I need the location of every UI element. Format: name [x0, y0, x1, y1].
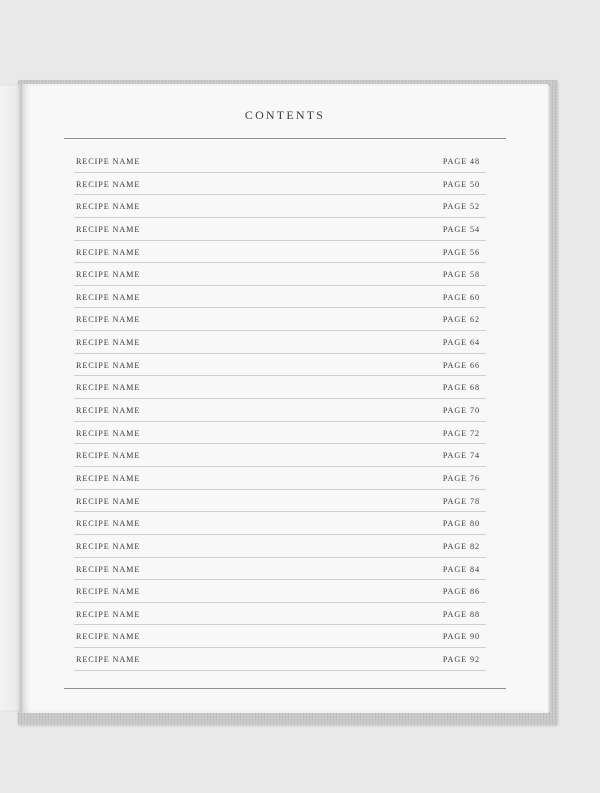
recipe-name: RECIPE NAME	[76, 541, 141, 551]
contents-entry	[74, 263, 486, 286]
contents-entry	[74, 490, 486, 513]
page-number: PAGE 80	[442, 519, 480, 529]
recipe-name: RECIPE NAME	[76, 270, 141, 280]
page-number: PAGE 66	[442, 360, 480, 370]
page-number: PAGE 74	[442, 451, 480, 461]
contents-entry	[74, 399, 486, 422]
recipe-name: RECIPE NAME	[76, 247, 141, 257]
page-number: PAGE 82	[442, 541, 480, 551]
recipe-name: RECIPE NAME	[76, 383, 141, 393]
page-number: PAGE 48	[442, 157, 480, 166]
recipe-name: RECIPE NAME	[76, 519, 141, 529]
bottom-rule	[64, 688, 506, 689]
contents-entry	[74, 354, 486, 377]
contents-entry	[74, 648, 486, 671]
contents-entry	[74, 467, 486, 490]
contents-entry	[74, 535, 486, 558]
contents-entry	[74, 308, 486, 331]
contents-entry	[74, 376, 486, 399]
contents-entry	[74, 444, 486, 467]
recipe-name: RECIPE NAME	[76, 157, 141, 166]
page-number: PAGE 52	[442, 202, 480, 212]
contents-entry	[74, 286, 486, 309]
contents-entry	[74, 625, 486, 648]
contents-list	[74, 150, 486, 671]
page-number: PAGE 68	[442, 383, 480, 393]
contents-entry	[74, 603, 486, 626]
recipe-name: RECIPE NAME	[76, 202, 141, 212]
contents-title: CONTENTS	[244, 108, 326, 122]
recipe-name: RECIPE NAME	[76, 496, 141, 506]
contents-entry	[74, 218, 486, 241]
recipe-name: RECIPE NAME	[76, 179, 141, 189]
page-number: PAGE 90	[442, 632, 480, 642]
recipe-name: RECIPE NAME	[76, 428, 141, 438]
page-number: PAGE 92	[442, 655, 480, 665]
recipe-name: RECIPE NAME	[76, 609, 141, 619]
contents-entry	[74, 558, 486, 581]
page-number: PAGE 56	[442, 247, 480, 257]
contents-entry	[74, 150, 486, 173]
contents-entry	[74, 331, 486, 354]
contents-entry	[74, 422, 486, 445]
page-number: PAGE 58	[442, 270, 480, 280]
page-number: PAGE 78	[442, 496, 480, 506]
page-number: PAGE 84	[442, 564, 480, 574]
page-number: PAGE 54	[442, 224, 480, 234]
recipe-name: RECIPE NAME	[76, 406, 141, 416]
recipe-name: RECIPE NAME	[76, 587, 141, 597]
page-number: PAGE 60	[442, 292, 480, 302]
recipe-name: RECIPE NAME	[76, 315, 141, 325]
page-number: PAGE 88	[442, 609, 480, 619]
recipe-name: RECIPE NAME	[76, 360, 141, 370]
page-number: PAGE 72	[442, 428, 480, 438]
recipe-name: RECIPE NAME	[76, 451, 141, 461]
contents-entry	[74, 195, 486, 218]
contents-entry	[74, 512, 486, 535]
page-number: PAGE 64	[442, 338, 480, 348]
page-number: PAGE 70	[442, 406, 480, 416]
recipe-name: RECIPE NAME	[76, 338, 141, 348]
recipe-name: RECIPE NAME	[76, 473, 141, 483]
recipe-name: RECIPE NAME	[76, 292, 141, 302]
page-number: PAGE 50	[442, 179, 480, 189]
top-rule	[64, 138, 506, 139]
contents-page	[22, 84, 548, 713]
contents-entry	[74, 241, 486, 264]
left-page	[0, 84, 22, 712]
recipe-name: RECIPE NAME	[76, 564, 141, 574]
contents-entry	[74, 173, 486, 196]
recipe-name: RECIPE NAME	[76, 632, 141, 642]
contents-entry	[74, 580, 486, 603]
page-number: PAGE 62	[442, 315, 480, 325]
recipe-name: RECIPE NAME	[76, 655, 141, 665]
recipe-name: RECIPE NAME	[76, 224, 141, 234]
page-number: PAGE 86	[442, 587, 480, 597]
page-number: PAGE 76	[442, 473, 480, 483]
